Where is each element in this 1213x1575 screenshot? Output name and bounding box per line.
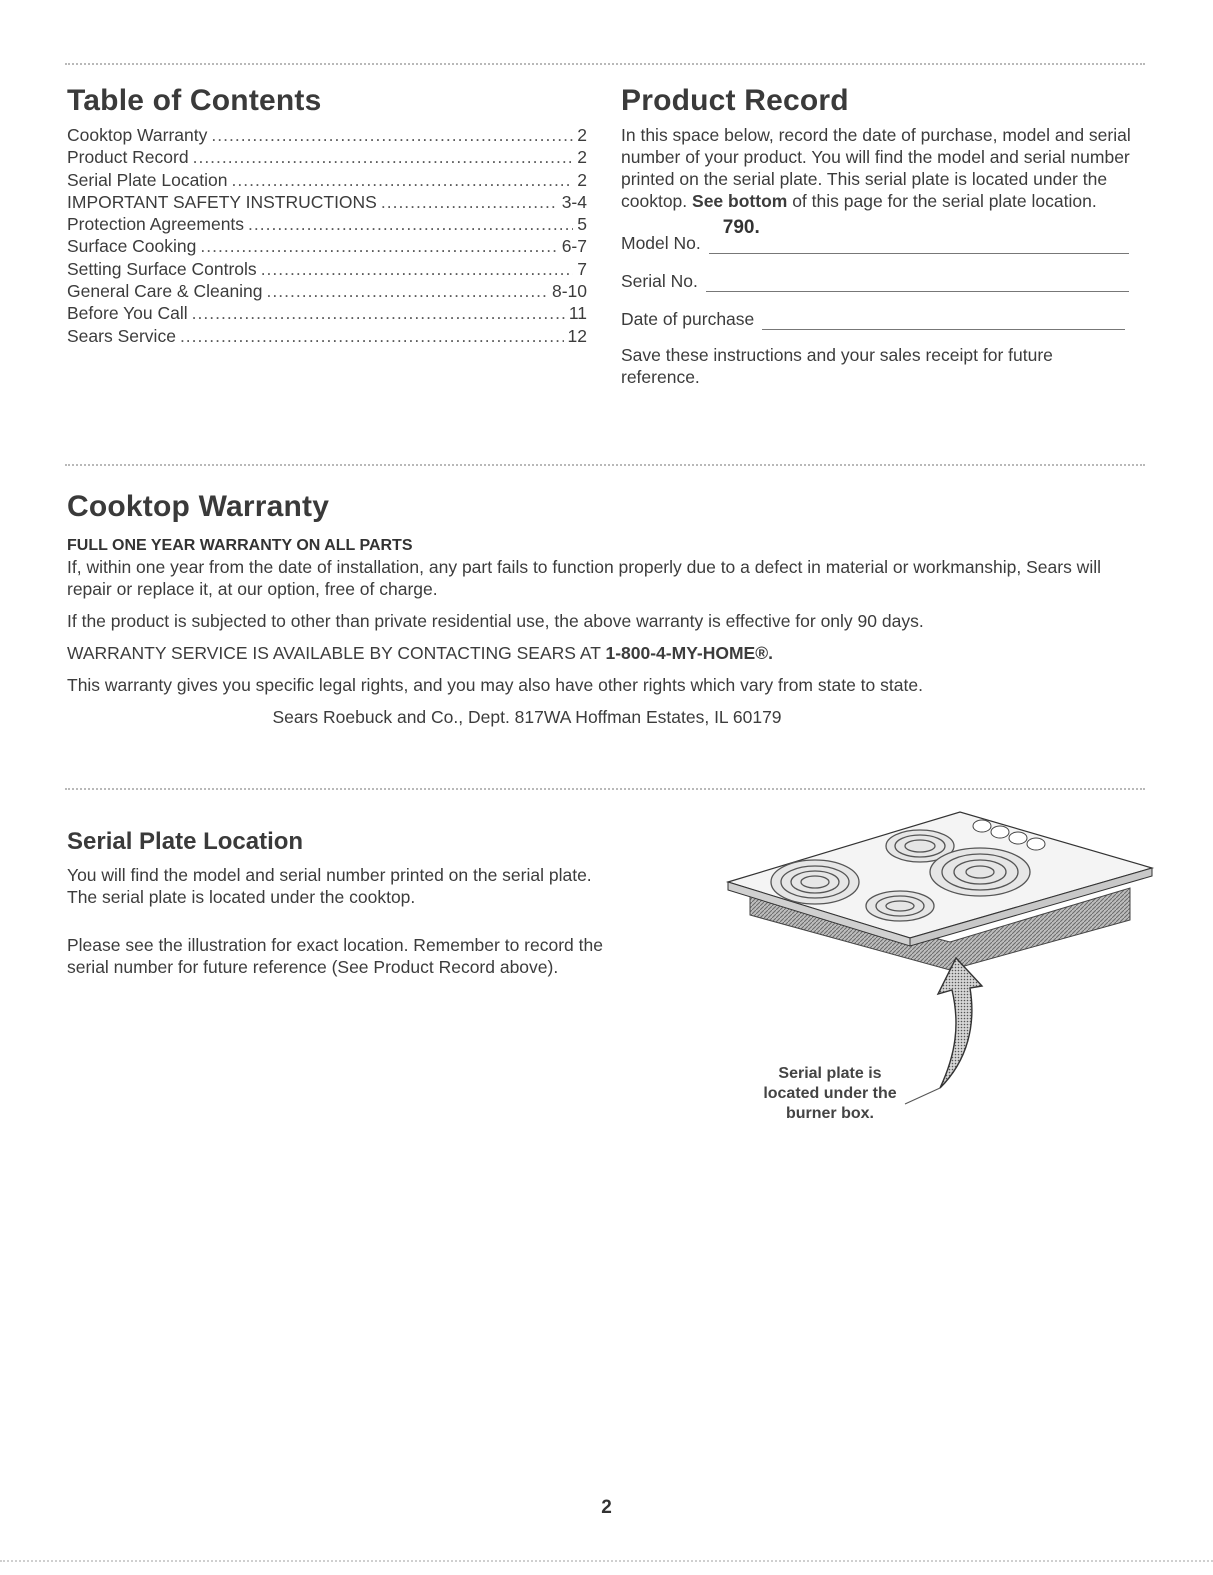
toc-title: Table of Contents [67, 84, 322, 117]
illustration-caption [730, 1064, 930, 1124]
caption-line-2: located under the [763, 1085, 897, 1102]
toc-item-page: 7 [577, 258, 587, 279]
warranty-paragraph-2: If the product is subjected to other than private residential use, the above warranty is effective for only 90 days. [67, 611, 924, 631]
toc-item[interactable] [67, 146, 587, 168]
toc-item-page: 2 [577, 147, 587, 168]
purchase-date-label: Date of purchase [621, 309, 755, 329]
toc-item-page: 12 [567, 325, 587, 346]
toc-item[interactable] [67, 191, 587, 213]
warranty-section [67, 490, 1147, 728]
sears-address: Sears Roebuck and Co., Dept. 817WA Hoffman Estates, IL 60179 [272, 707, 782, 727]
toc-leader-dots [261, 258, 574, 280]
toc-item-title: Cooktop Warranty [67, 125, 208, 145]
toc-item-title: Setting Surface Controls [67, 258, 257, 279]
toc-leader-dots [192, 302, 565, 324]
toc-leader-dots [211, 124, 573, 146]
toc-leader-dots [180, 325, 564, 347]
toc-list [67, 124, 587, 347]
toc-item[interactable] [67, 325, 587, 347]
middle-divider [65, 464, 1145, 466]
toc-item-title: General Care & Cleaning [67, 281, 263, 302]
intro-text: In this space below, record the date of purchase, model and serial number of your product. You will find the model and serial number printed on the serial plate. This serial plate is located under the cooktop. [621, 125, 1131, 211]
serial-number-row [621, 262, 1129, 292]
product-record-section [621, 84, 1131, 388]
toc-item-title: Sears Service [67, 325, 176, 346]
toc-item-title: Serial Plate Location [67, 169, 228, 190]
intro-end-text: of this page for the serial plate location. [792, 191, 1097, 211]
table-of-contents [67, 84, 587, 347]
model-number-value: 790. [722, 217, 760, 238]
toc-item-title: Protection Agreements [67, 214, 245, 235]
warranty-title: Cooktop Warranty [67, 490, 330, 523]
caption-line-3: burner box. [785, 1105, 874, 1122]
warranty-service-text: WARRANTY SERVICE IS AVAILABLE BY CONTACTING SEARS AT [67, 643, 601, 663]
toc-item[interactable] [67, 280, 587, 302]
toc-item-page: 5 [577, 214, 587, 235]
purchase-date-field[interactable] [762, 301, 1125, 330]
top-divider [65, 63, 1145, 65]
toc-leader-dots [267, 280, 548, 302]
product-record-intro [621, 124, 1131, 212]
toc-item[interactable] [67, 235, 587, 257]
toc-item-page: 8-10 [551, 281, 587, 302]
serial-plate-title: Serial Plate Location [67, 828, 304, 855]
toc-item[interactable] [67, 258, 587, 280]
toc-item-title: IMPORTANT SAFETY INSTRUCTIONS [67, 191, 377, 212]
toc-item-page: 11 [568, 303, 587, 324]
warranty-subtitle: FULL ONE YEAR WARRANTY ON ALL PARTS [67, 537, 413, 554]
toc-leader-dots [200, 235, 557, 257]
serial-number-label: Serial No. [621, 271, 698, 291]
toc-item-title: Product Record [67, 147, 189, 168]
toc-item-title: Surface Cooking [67, 236, 197, 257]
toc-item-page: 2 [577, 169, 587, 190]
model-number-row [621, 217, 1129, 254]
warranty-paragraph-1: If, within one year from the date of installation, any part fails to function properly due to a defect in material or workmanship, Sears will repair or replace it, at our option, free of charge. [67, 557, 1101, 599]
toc-leader-dots [193, 146, 574, 168]
model-number-field[interactable] [709, 217, 1129, 254]
product-record-title: Product Record [621, 84, 849, 117]
serial-plate-section [67, 828, 607, 978]
lower-divider [65, 788, 1145, 790]
toc-item[interactable] [67, 124, 587, 146]
purchase-date-row [621, 300, 1129, 330]
serial-plate-paragraph-2: Please see the illustration for exact location. Remember to record the serial number for future reference (See Product Record above). [67, 935, 603, 977]
warranty-paragraph-4: This warranty gives you specific legal rights, and you may also have other rights which vary from state to state. [67, 675, 923, 695]
toc-leader-dots [248, 213, 573, 235]
page-number: 2 [601, 1497, 612, 1518]
caption-line-1: Serial plate is [778, 1065, 882, 1082]
toc-item[interactable] [67, 302, 587, 324]
serial-number-field[interactable] [706, 263, 1129, 292]
toc-item-page: 2 [577, 125, 587, 145]
warranty-paragraph-3 [67, 642, 1147, 664]
sears-phone-number: 1-800-4-MY-HOME®. [605, 643, 773, 663]
toc-leader-dots [232, 169, 574, 191]
bottom-divider [0, 1560, 1213, 1562]
save-note: Save these instructions and your sales receipt for future reference. [621, 345, 1053, 387]
intro-bold-text: See bottom [692, 191, 788, 211]
toc-item-page: 3-4 [561, 191, 587, 212]
toc-item[interactable] [67, 213, 587, 235]
serial-plate-paragraph-1: You will find the model and serial number printed on the serial plate. The serial plate is located under the cooktop. [67, 865, 592, 907]
model-number-label: Model No. [621, 233, 701, 253]
toc-item[interactable] [67, 169, 587, 191]
toc-item-page: 6-7 [561, 236, 587, 257]
toc-leader-dots [381, 191, 558, 213]
toc-item-title: Before You Call [67, 303, 188, 324]
